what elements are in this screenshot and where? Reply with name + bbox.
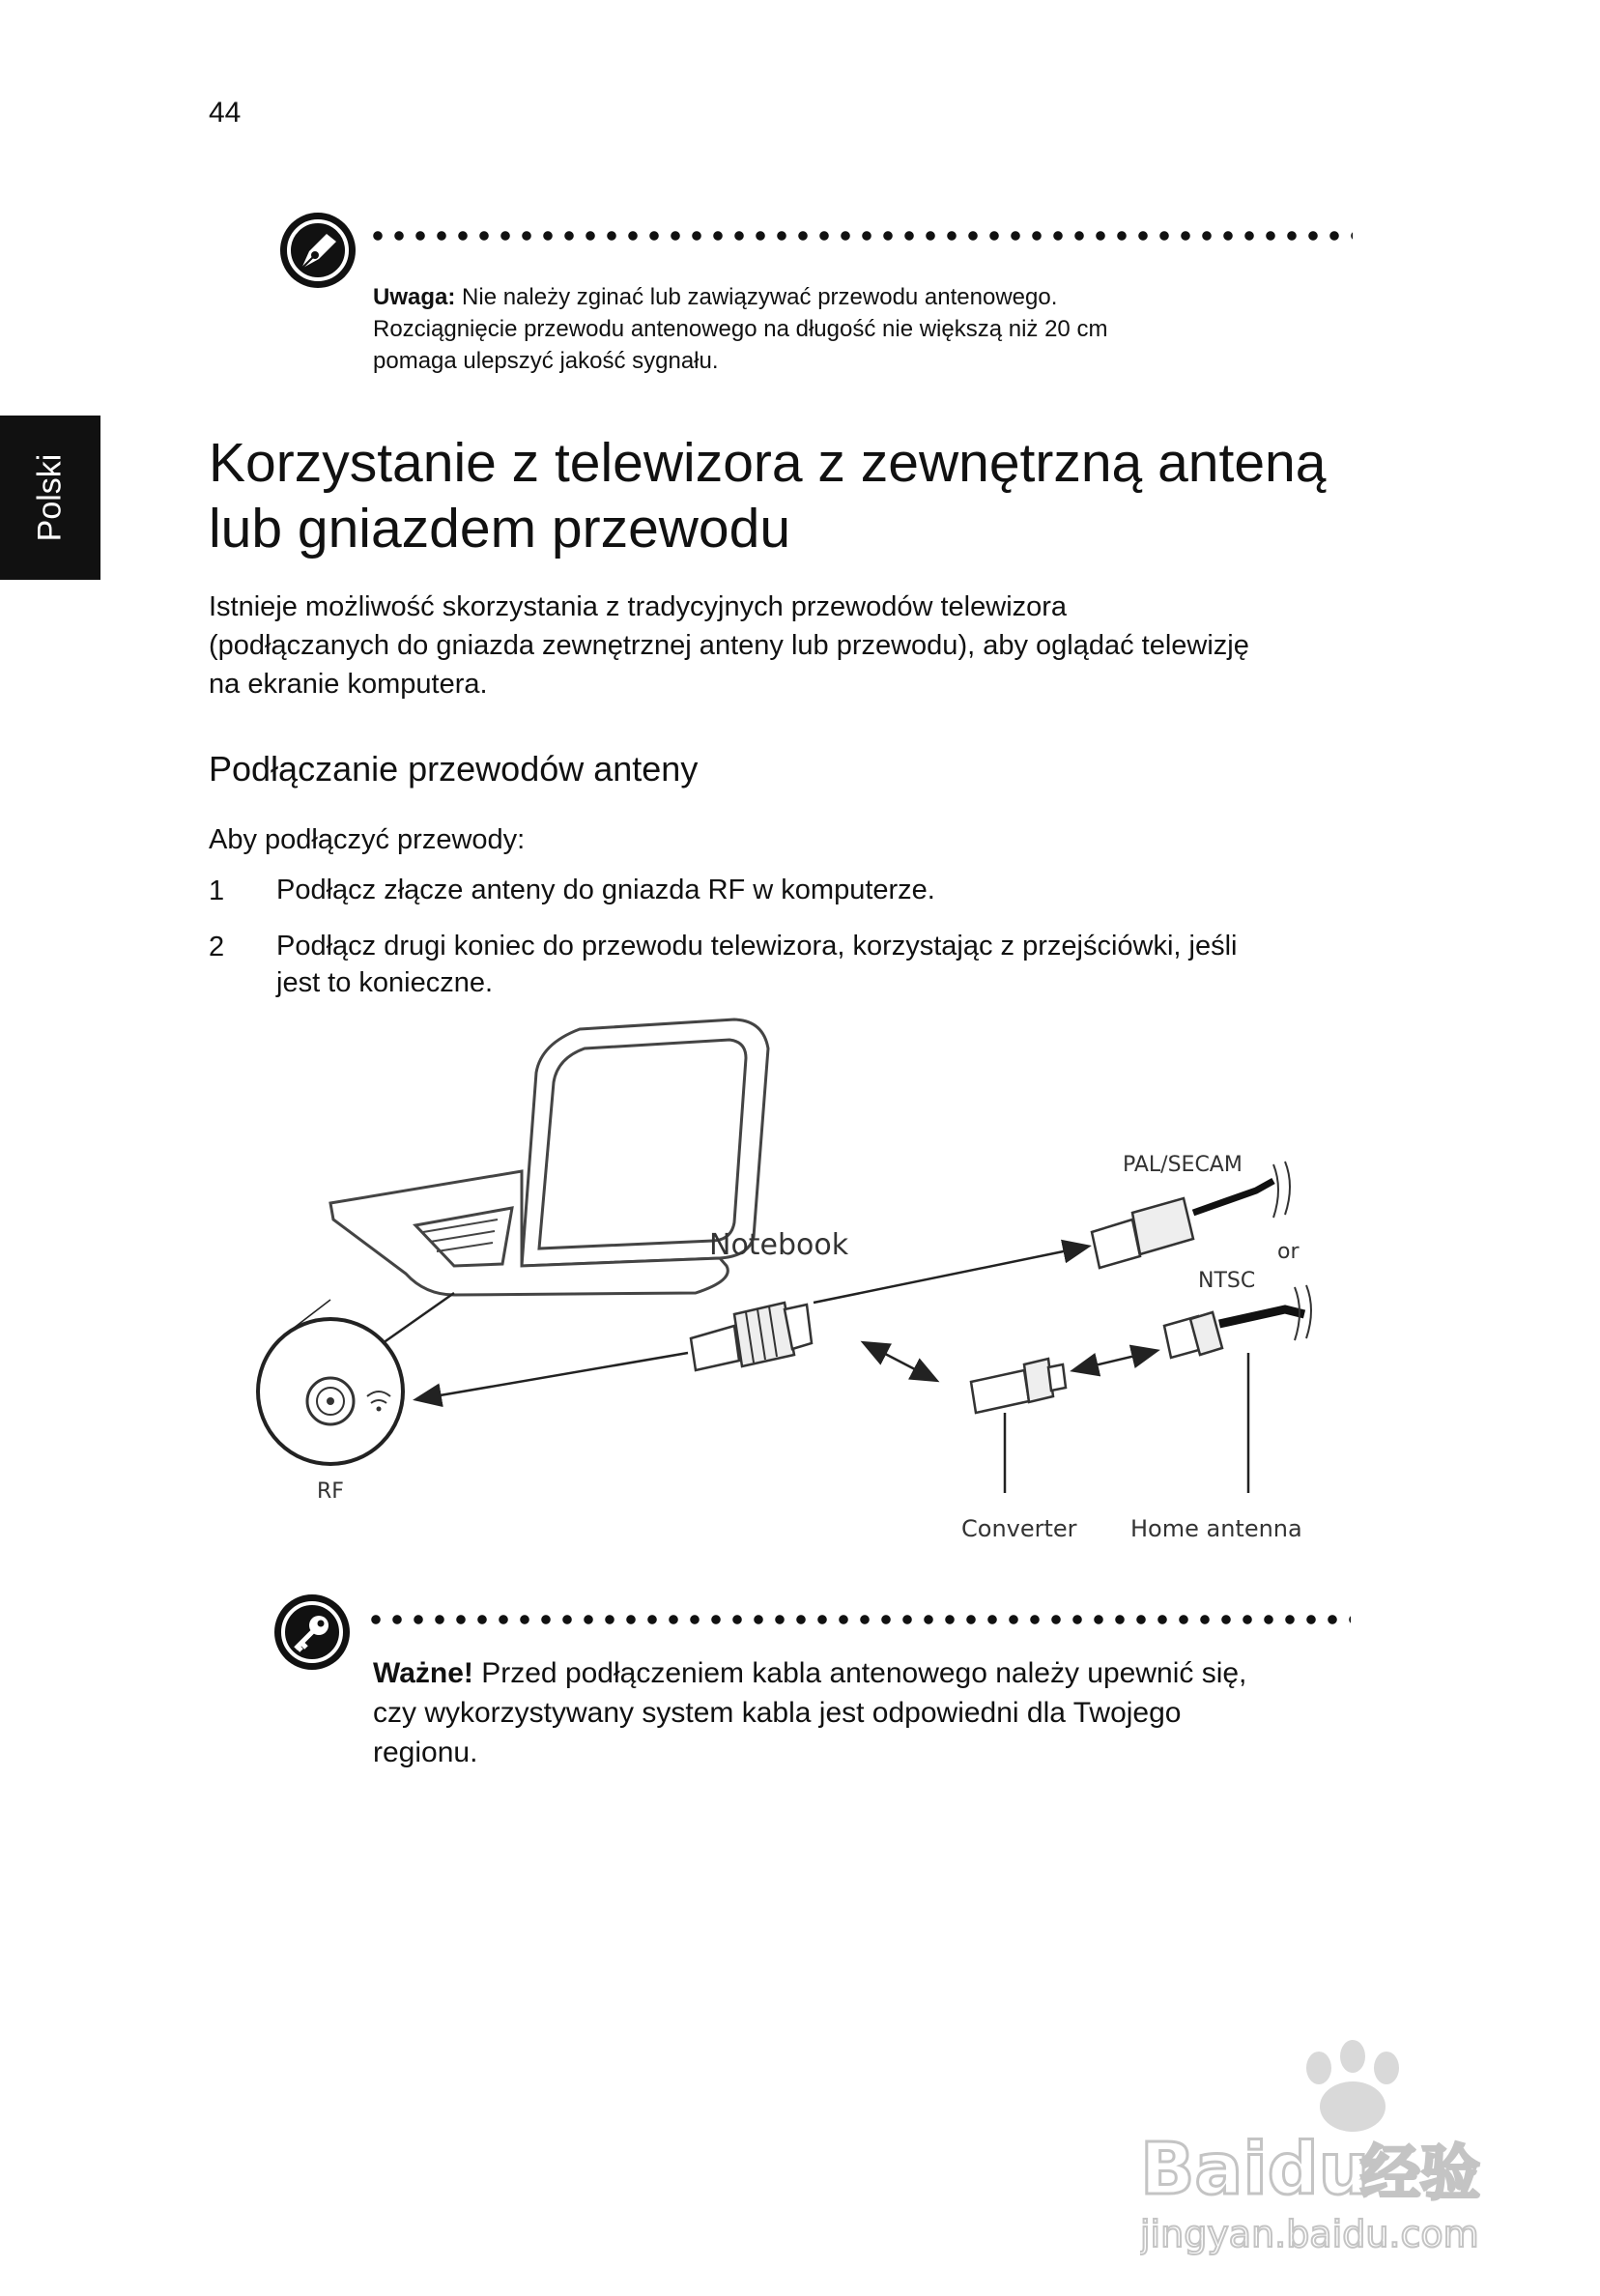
baidu-watermark [1140, 2029, 1546, 2261]
arrow-converter-to-ntsc [1074, 1351, 1156, 1370]
step-number: 2 [209, 932, 225, 962]
section-title-line: lub gniazdem przewodu [209, 498, 791, 560]
or-label: or [1277, 1240, 1300, 1264]
important-key-icon [274, 1594, 350, 1670]
antenna-plug-illustration [691, 1303, 812, 1370]
steps-lead: Aby podłączyć przewody: [209, 824, 526, 855]
rf-label: RF [317, 1479, 344, 1504]
converter-illustration [971, 1359, 1066, 1413]
important-line: Przed podłączeniem kabla antenowego należy upewnić się, [481, 1657, 1247, 1689]
converter-label: Converter [961, 1515, 1077, 1542]
important-line: czy wykorzystywany system kabla jest odpowiedni dla Twojego [373, 1697, 1182, 1729]
home-antenna-label: Home antenna [1130, 1515, 1302, 1542]
note-line: pomaga ulepszyć jakość sygnału. [373, 348, 719, 374]
rf-port-illustration [258, 1293, 454, 1464]
ntsc-plug-illustration [1164, 1285, 1311, 1358]
step-number: 1 [209, 875, 225, 906]
important-line: regionu. [373, 1736, 478, 1768]
notebook-label: Notebook [709, 1228, 849, 1262]
note-wazne [373, 1653, 1378, 1772]
note-label: Uwaga: [373, 284, 456, 310]
step-line: Podłącz złącze anteny do gniazda RF w komputerze. [276, 875, 935, 905]
intro-line: Istnieje możliwość skorzystania z tradycyjnych przewodów telewizora [209, 591, 1068, 622]
subsection-title: Podłączanie przewodów anteny [209, 749, 699, 789]
note-line: Nie należy zginać lub zawiązywać przewodu antenowego. [462, 284, 1058, 310]
arrow-to-rf-port [417, 1353, 688, 1399]
step-line: jest to konieczne. [276, 967, 494, 998]
important-label: Ważne! [373, 1657, 473, 1689]
notebook-illustration [330, 1019, 768, 1295]
page-number: 44 [209, 97, 242, 129]
section-title-line: Korzystanie z telewizora z zewnętrzną anteną [209, 432, 1327, 494]
arrow-plug-to-converter [865, 1343, 935, 1380]
intro-line: (podłączanych do gniazda zewnętrznej anteny lub przewodu), aby oglądać telewizję [209, 630, 1249, 661]
step-line: Podłącz drugi koniec do przewodu telewizora, korzystając z przejściówki, jeśli [276, 931, 1238, 961]
pal-secam-label: PAL/SECAM [1123, 1153, 1243, 1177]
ntsc-label: NTSC [1198, 1269, 1256, 1293]
paw-icon [1306, 2040, 1399, 2132]
watermark-brand-cn: 经验 [1360, 2138, 1481, 2208]
language-tab-label: Polski [31, 453, 69, 542]
watermark-url: jingyan.baidu.com [1140, 2213, 1479, 2255]
intro-line: na ekranie komputera. [209, 669, 488, 700]
pal-secam-plug-illustration [1092, 1162, 1290, 1268]
arrow-to-pal-secam [814, 1247, 1087, 1303]
important-divider [365, 1615, 1351, 1624]
watermark-brand: Baidu [1140, 2128, 1370, 2211]
note-line: Rozciągnięcie przewodu antenowego na długość nie większą niż 20 cm [373, 316, 1108, 342]
